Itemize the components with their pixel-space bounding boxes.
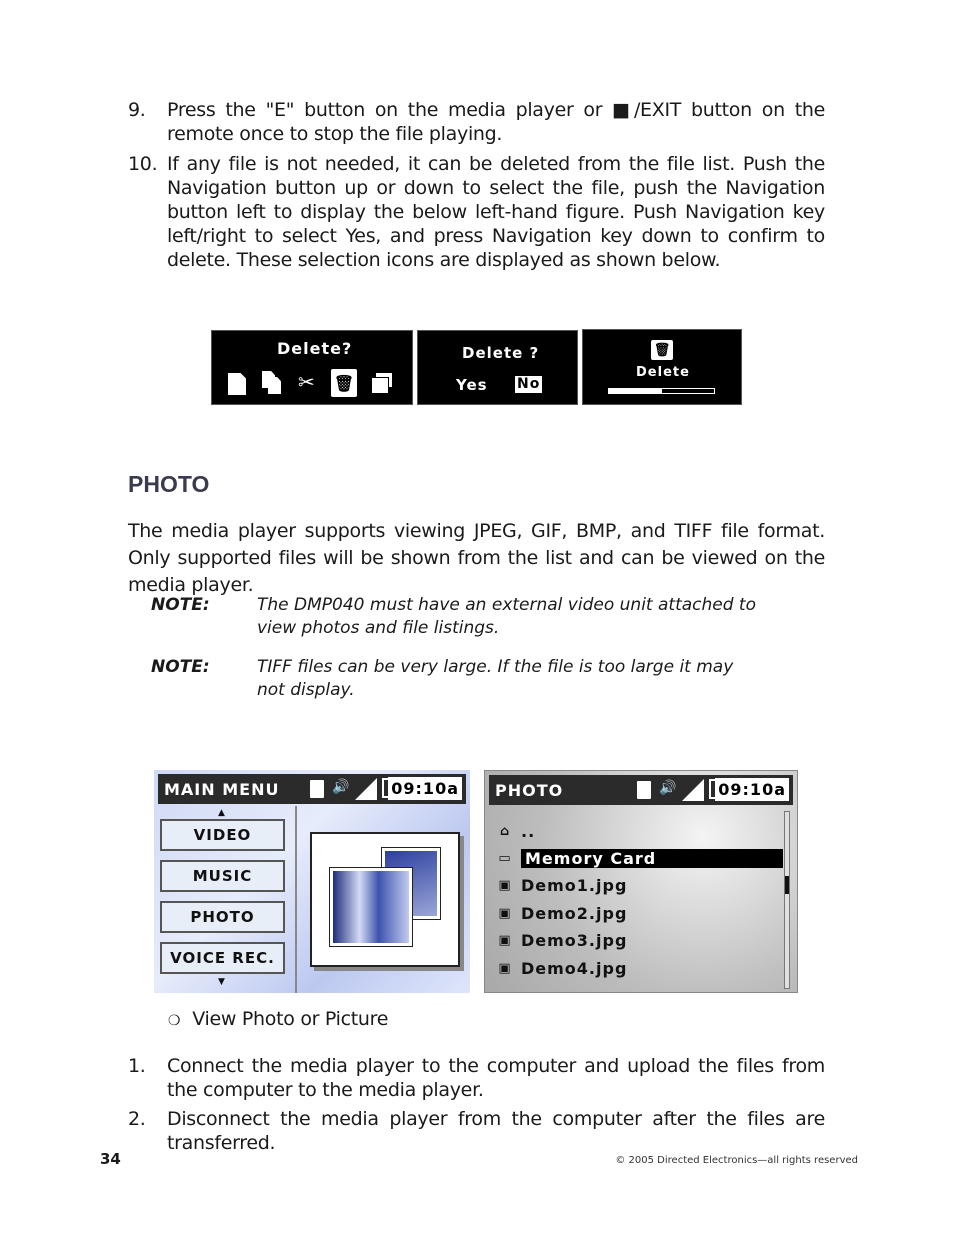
menu-item-voice-rec[interactable]: VOICE REC. bbox=[160, 942, 285, 974]
note-2 bbox=[151, 656, 764, 702]
image-file-icon: ▣ bbox=[498, 932, 512, 948]
step-number: 10. bbox=[128, 153, 158, 175]
copyright: © 2005 Directed Electronics—all rights reserved bbox=[615, 1155, 858, 1166]
delete-confirm-screen bbox=[417, 330, 578, 405]
speaker-icon: 🔊 bbox=[659, 780, 677, 796]
delete-label: Delete bbox=[636, 365, 690, 380]
note-text: TIFF files can be very large. If the file is too large it may not display. bbox=[257, 657, 734, 700]
no-option[interactable]: No bbox=[517, 376, 541, 392]
file-name: Demo1.jpg bbox=[521, 875, 628, 895]
step-text: If any file is not needed, it can be deleted from the file list. Push the Navigation button up or down to select the file, push the Navigation button left to display the below left-hand figure. Push Navigation key left/right to select Yes, and press Navigation key down to confirm to delete. These selection icons are displayed as shown below. bbox=[167, 153, 825, 271]
music-note-icon bbox=[637, 781, 651, 799]
file-name: .. bbox=[521, 821, 536, 841]
deleting-screen bbox=[582, 329, 742, 405]
step-number: 2. bbox=[128, 1108, 146, 1130]
figure-caption bbox=[168, 1007, 388, 1033]
list-item[interactable] bbox=[497, 929, 627, 951]
delete-progress-fill bbox=[609, 389, 662, 393]
folder-icon: ▭ bbox=[498, 850, 512, 866]
bullet-icon: ❍ bbox=[168, 1013, 181, 1029]
scissors-icon: ✂ bbox=[298, 370, 315, 394]
yes-option[interactable]: Yes bbox=[456, 376, 488, 394]
scroll-up-icon: ▲ bbox=[218, 808, 225, 818]
step-1 bbox=[128, 1054, 825, 1102]
list-item-memory-card[interactable] bbox=[497, 847, 783, 869]
step-9 bbox=[128, 98, 825, 146]
note-1 bbox=[151, 594, 764, 640]
step-2 bbox=[128, 1107, 825, 1155]
section-intro: The media player supports viewing JPEG, GIF, BMP, and TIFF file format. Only supported files will be shown from the list and can be viewed on the media player. bbox=[128, 520, 825, 596]
step-text: Disconnect the media player from the computer after the files are transferred. bbox=[167, 1108, 825, 1154]
delete-icons-screen bbox=[211, 330, 413, 405]
step-number: 1. bbox=[128, 1055, 146, 1077]
photo-list-screen bbox=[484, 770, 798, 993]
screen-title: PHOTO bbox=[495, 781, 564, 800]
list-item[interactable] bbox=[497, 874, 627, 896]
menu-item-video[interactable]: VIDEO bbox=[160, 819, 285, 851]
scrollbar-thumb[interactable] bbox=[785, 876, 789, 894]
step-number: 9. bbox=[128, 99, 146, 121]
paste-icon bbox=[372, 373, 390, 395]
note-label: NOTE: bbox=[151, 657, 210, 677]
menu-item-photo[interactable]: PHOTO bbox=[160, 901, 285, 933]
clock: 09:10a bbox=[388, 777, 462, 800]
photo-preview-icon bbox=[310, 832, 460, 967]
note-label: NOTE: bbox=[151, 595, 210, 615]
trash-icon: 🗑 bbox=[331, 369, 357, 397]
title-bar bbox=[489, 775, 793, 805]
scrollbar[interactable] bbox=[784, 811, 790, 989]
file-name: Demo4.jpg bbox=[521, 958, 628, 978]
delete-prompt: Delete? bbox=[277, 339, 353, 358]
step-text: Press the "E" button on the media player or ■/EXIT button on the remote once to stop the file playing. bbox=[167, 99, 825, 145]
image-file-icon: ▣ bbox=[498, 905, 512, 921]
menu-divider bbox=[295, 806, 297, 993]
music-note-icon bbox=[310, 780, 324, 798]
image-file-icon: ▣ bbox=[498, 877, 512, 893]
step-10 bbox=[128, 152, 825, 272]
file-icon bbox=[228, 373, 246, 395]
parent-folder-row[interactable] bbox=[497, 820, 535, 842]
file-name: Demo2.jpg bbox=[521, 903, 628, 923]
copy-icon bbox=[262, 371, 280, 393]
image-file-icon: ▣ bbox=[498, 960, 512, 976]
screen-title: MAIN MENU bbox=[164, 780, 280, 799]
menu-item-music[interactable]: MUSIC bbox=[160, 860, 285, 892]
step-text: Connect the media player to the computer and upload the files from the computer to the media player. bbox=[167, 1055, 825, 1101]
note-text: The DMP040 must have an external video unit attached to view photos and file listings. bbox=[257, 595, 756, 638]
clock: 09:10a bbox=[715, 778, 789, 801]
signal-icon bbox=[355, 778, 377, 800]
scroll-down-icon: ▼ bbox=[218, 977, 225, 987]
list-item[interactable] bbox=[497, 957, 627, 979]
page-number: 34 bbox=[100, 1150, 121, 1168]
speaker-icon: 🔊 bbox=[332, 779, 350, 795]
caption-text: View Photo or Picture bbox=[192, 1008, 389, 1030]
title-bar bbox=[158, 774, 466, 804]
signal-icon bbox=[682, 779, 704, 801]
delete-confirm-title: Delete ? bbox=[462, 344, 540, 362]
file-name: Demo3.jpg bbox=[521, 930, 628, 950]
file-name: Memory Card bbox=[521, 849, 783, 868]
list-item[interactable] bbox=[497, 902, 627, 924]
section-title: PHOTO bbox=[128, 471, 210, 497]
main-menu-screen bbox=[154, 770, 470, 993]
delete-progress-bar bbox=[608, 388, 715, 394]
trash-icon: 🗑 bbox=[651, 340, 673, 360]
parent-folder-icon: ⌂ bbox=[499, 823, 511, 839]
